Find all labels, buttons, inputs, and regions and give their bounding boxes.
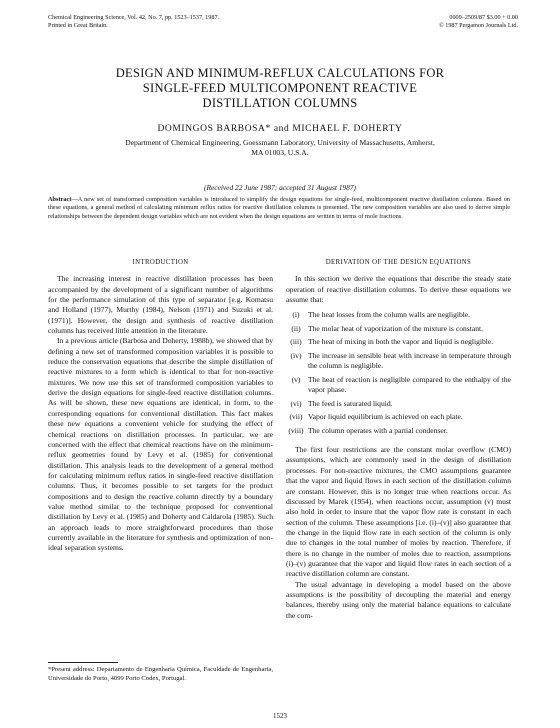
assumption-list [286, 310, 511, 436]
page-number: 1523 [273, 712, 287, 720]
assumption-number: (iv) [290, 350, 302, 360]
introduction-heading: INTRODUCTION [132, 259, 189, 266]
left-column [48, 258, 273, 554]
title-line-1: DESIGN AND MINIMUM-REFLUX CALCULATIONS FOR [115, 66, 445, 80]
assumption-number: (vi) [290, 398, 302, 408]
assumption-item [286, 399, 511, 409]
assumption-text: The column operates with a partial condenser. [308, 425, 448, 435]
assumption-item [286, 310, 511, 320]
introduction-paragraph-2: In a previous article (Barbosa and Doherty, 1988b), we showed that by defining a new set of transformed composition variables it is possible to reduce the conservation equations that describe the simple distillation of reactive mixtures to a form which is identical to that for non-reactive mixtures. We now use this set of transformed composition variables to derive the design equations for single-feed reactive distillation columns. As will be shown, these new equations are identical, in form, to the corresponding equations for conventional distillation. This fact makes these new equations a convenient vehicle for studying the effect of chemical reactions on distillation processes. In particular, we are concerned with the effect that chemical reactions have on the minimum-reflux geometries found by Levy et al. (1985) for conventional distillation. This analysis leads to the development of a general method for calculating minimum reflux ratios in single-feed reactive distillation columns. Thus, it becomes possible to set targets for the product compositions and to design the reactive column directly by a boundary value method similar to the technique proposed for conventional distillation by Levy et al. (1985) and Doherty and Caldarola (1985). Such an approach leads to more straightforward procedures than those currently available in the literature for synthesis and optimization of non-ideal separation systems. [48, 336, 273, 553]
assumption-number: (viii) [288, 425, 304, 435]
assumption-text: Vapor liquid equilibrium is achieved on each plate. [308, 412, 463, 422]
assumption-number: (i) [292, 310, 300, 320]
abstract-text: —A new set of transformed composition variables is introduced to simplify the design equations for single-feed, multicomponent reactive distillation columns. Based on these equations, a general method of calculating minimum reflux ratios for reactive distillation columns is presented. The new composition variables are also used to derive simple relationships between the dependent design variables which are not evident when the design equations are written in terms of mole fractions. [48, 196, 510, 220]
right-column [286, 258, 511, 621]
title-line-2: SINGLE-FEED MULTICOMPONENT REACTIVE [142, 81, 418, 95]
assumption-item [286, 337, 511, 347]
affiliation-line-2: MA 01003, U.S.A. [251, 148, 309, 157]
assumption-item [286, 324, 511, 334]
authors: DOMINGOS BARBOSA* and MICHAEL F. DOHERTY [157, 124, 403, 134]
abstract [48, 196, 510, 221]
publisher-copyright: © 1987 Pergamon Journals Ltd. [438, 22, 518, 29]
assumption-text: The heat losses from the column walls are negligible. [308, 310, 471, 320]
assumption-text: The heat of reaction is negligible compared to the enthalpy of the vapor phase. [308, 374, 511, 395]
derivation-heading: DERIVATION OF THE DESIGN EQUATIONS [325, 259, 472, 266]
footnote: *Present address: Departamento de Engenharia Química, Faculdade de Engenharia, Universidade do Porto, 4099 Porto Codex, Portugal. [48, 666, 273, 682]
assumption-text: The feed is saturated liquid. [308, 398, 393, 408]
assumption-text: The increase in sensible heat with increase in temperature through the column is negligible. [308, 350, 511, 371]
derivation-intro: In this section we derive the equations that describe the steady state operation of reactive distillation columns. To derive these equations we assume that: [286, 274, 511, 305]
footnote-rule [48, 662, 118, 663]
affiliation [60, 138, 500, 158]
assumption-number: (v) [291, 374, 301, 384]
printed-in: Printed in Great Britain. [48, 22, 108, 29]
title-line-3: DISTILLATION COLUMNS [202, 96, 358, 110]
assumption-number: (ii) [291, 323, 301, 333]
derivation-paragraph-1: The first four restrictions are the constant molar overflow (CMO) assumptions, which are commonly used in the design of distillation processes. For non-reactive mixtures, the CMO assumptions guarantee that the vapor and liquid flows in each section of the distillation column are constant. However, this is no longer true when reactions occur. As discussed by Marek (1954), when reactions occur, assumption (v) must also hold in order to insure that the vapor flow rate is constant in each section of the column. These assumptions [i.e. (i)–(v)] also guarantee that the change in the liquid flow rate in each section of the column is only due to changes in the total number of moles by reaction. Therefore, if there is no change in the number of moles due to reaction, assumptions (i)–(v) guarantee that the vapor and liquid flow rates in each section of a reactive distillation column are constant. [286, 445, 511, 579]
affiliation-line-1: Department of Chemical Engineering, Goessmann Laboratory, University of Massachusetts, Amherst, [125, 138, 435, 147]
assumption-item [286, 351, 511, 372]
introduction-paragraph-1: The increasing interest in reactive distillation processes has been accompanied by the development of a significant number of algorithms for the performance simulation of this type of separator [e.g. Komatsu and Holland (1977), Murthy (1984), Nelson (1971) and Suzuki et al. (1971)]. However, the design and synthesis of reactive distillation columns has received little attention in the literature. [48, 274, 273, 336]
issn-price: 0009–2509/87 $3.00 + 0.00 [449, 14, 518, 21]
journal-header [48, 14, 268, 30]
assumption-number: (iii) [290, 337, 302, 347]
paper-title [40, 66, 520, 111]
journal-citation: Chemical Engineering Science, Vol. 42, No. 7, pp. 1523–1537, 1987. [48, 14, 220, 21]
assumption-item [286, 426, 511, 436]
assumption-text: The heat of mixing in both the vapor and liquid is negligible. [308, 337, 494, 347]
assumption-number: (vii) [289, 412, 303, 422]
price-header [378, 14, 518, 30]
derivation-paragraph-2: The usual advantage in developing a model based on the above assumptions is the possibility of decoupling the material and energy balances, thereby using only the material balance equations to calculate the com- [286, 579, 511, 620]
assumption-item [286, 375, 511, 396]
abstract-label: Abstract [48, 196, 72, 203]
assumption-item [286, 412, 511, 422]
assumption-text: The molar heat of vaporization of the mixture is constant. [308, 323, 484, 333]
received-dates: (Received 22 June 1987; accepted 31 August 1987) [204, 183, 356, 192]
